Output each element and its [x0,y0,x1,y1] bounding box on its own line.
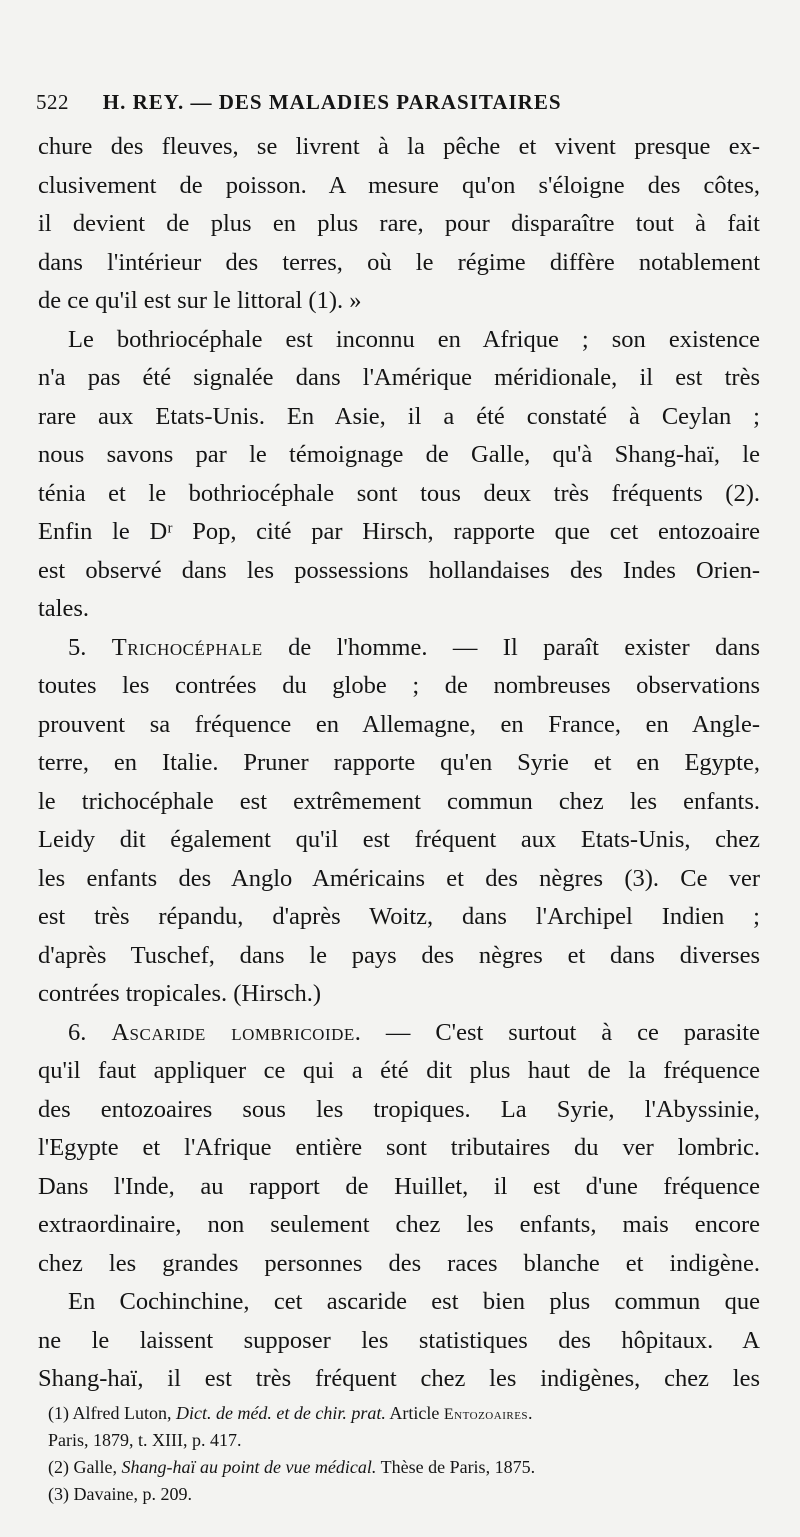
text-line: il devient de plus en plus rare, pour disparaître tout à fait [38,210,760,237]
text-line: Shang-haï, il est très fréquent chez les indigènes, chez les [38,1365,760,1392]
footnote-1-continuation: Paris, 1879, t. XIII, p. 417. [48,1430,242,1450]
text-line: les enfants des Anglo Américains et des nègres (3). Ce ver [38,864,760,892]
footnote-1-article: Entozoaires [443,1406,529,1423]
text-line: est observé dans les possessions hollandaises des Indes Orien- [38,556,760,584]
text-line: rare aux Etats-Unis. En Asie, il a été constaté à Ceylan ; [38,402,760,430]
footnote-2-lead: (2) Galle, [48,1457,122,1477]
section-heading-rest: . — C'est surtout à ce parasite [354,1018,760,1046]
section-heading-line [38,1014,760,1053]
footnote-2-title: Shang-haï au point de vue médical. [121,1457,377,1477]
text-line: est très répandu, d'après Woitz, dans l'Archipel Indien ; [38,903,760,930]
text-line: contrées tropicales. (Hirsch.) [38,980,321,1007]
footnote-1-title: Dict. de méd. et de chir. prat. [175,1403,386,1423]
text-line: dans l'intérieur des terres, où le régime diffère notablement [38,248,760,276]
footnote-1-mid: Article [385,1403,444,1423]
text-line: Dans l'Inde, au rapport de Huillet, il est d'une fréquence [38,1172,760,1200]
section-term: Trichocéphale [111,633,263,661]
footnote-1 [48,1400,760,1427]
text-line: toutes les contrées du globe ; de nombreuses observations [38,672,760,699]
text-line: terre, en Italie. Pruner rapporte qu'en Syrie et en Egypte, [38,749,760,776]
text-line: chure des fleuves, se livrent à la pêche et vivent presque ex- [38,133,760,160]
section-heading-rest: de l'homme. — Il paraît exister dans [262,633,760,661]
text-line: chez les grandes personnes des races blanche et indigène. [38,1249,760,1277]
text-line: En Cochinchine, cet ascaride est bien plus commun que [68,1288,760,1315]
body-text [38,128,760,1399]
text-line: prouvent sa fréquence en Allemagne, en France, en Angle- [38,710,760,738]
text-line: Le bothriocéphale est inconnu en Afrique ; son existence [68,325,760,353]
section-heading-line [38,629,760,668]
section-number: 6. [68,1018,112,1046]
section-number: 5. [68,633,112,661]
text-line: d'après Tuschef, dans le pays des nègres et dans diverses [38,941,760,969]
page-number: 522 [36,90,69,114]
text-line: le trichocéphale est extrêmement commun chez les enfants. [38,787,760,815]
text-line: qu'il faut appliquer ce qui a été dit plus haut de la fréquence [38,1057,760,1084]
text-line: clusivement de poisson. A mesure qu'on s'éloigne des côtes, [38,171,760,199]
footnotes [48,1400,760,1508]
text-line: l'Egypte et l'Afrique entière sont tributaires du ver lombric. [38,1134,760,1161]
text-line: n'a pas été signalée dans l'Amérique méridionale, il est très [38,364,760,391]
footnote-1-lead: (1) Alfred Luton, [48,1403,176,1423]
text-line: Enfin le Dʳ Pop, cité par Hirsch, rapporte que cet entozoaire [38,518,760,545]
text-line: extraordinaire, non seulement chez les enfants, mais encore [38,1211,760,1238]
footnote-3: (3) Davaine, p. 209. [48,1484,192,1504]
running-head [36,90,756,115]
running-title: H. REY. — DES MALADIES PARASITAIRES [102,90,562,114]
text-line: nous savons par le témoignage de Galle, qu'à Shang-haï, le [38,441,760,468]
text-line: Leidy dit également qu'il est fréquent aux Etats-Unis, chez [38,826,760,853]
text-line: ténia et le bothriocéphale sont tous deux très fréquents (2). [38,479,760,507]
footnote-2 [48,1454,760,1481]
section-term: Ascaride lombricoide [111,1018,355,1046]
text-line: tales. [38,595,90,622]
text-line: de ce qu'il est sur le littoral (1). » [38,287,362,314]
footnote-2-end: Thèse de Paris, 1875. [376,1457,536,1477]
text-line: des entozoaires sous les tropiques. La Syrie, l'Abyssinie, [38,1095,760,1123]
text-line: ne le laissent supposer les statistiques des hôpitaux. A [38,1326,760,1354]
footnote-1-end: . [528,1403,533,1423]
